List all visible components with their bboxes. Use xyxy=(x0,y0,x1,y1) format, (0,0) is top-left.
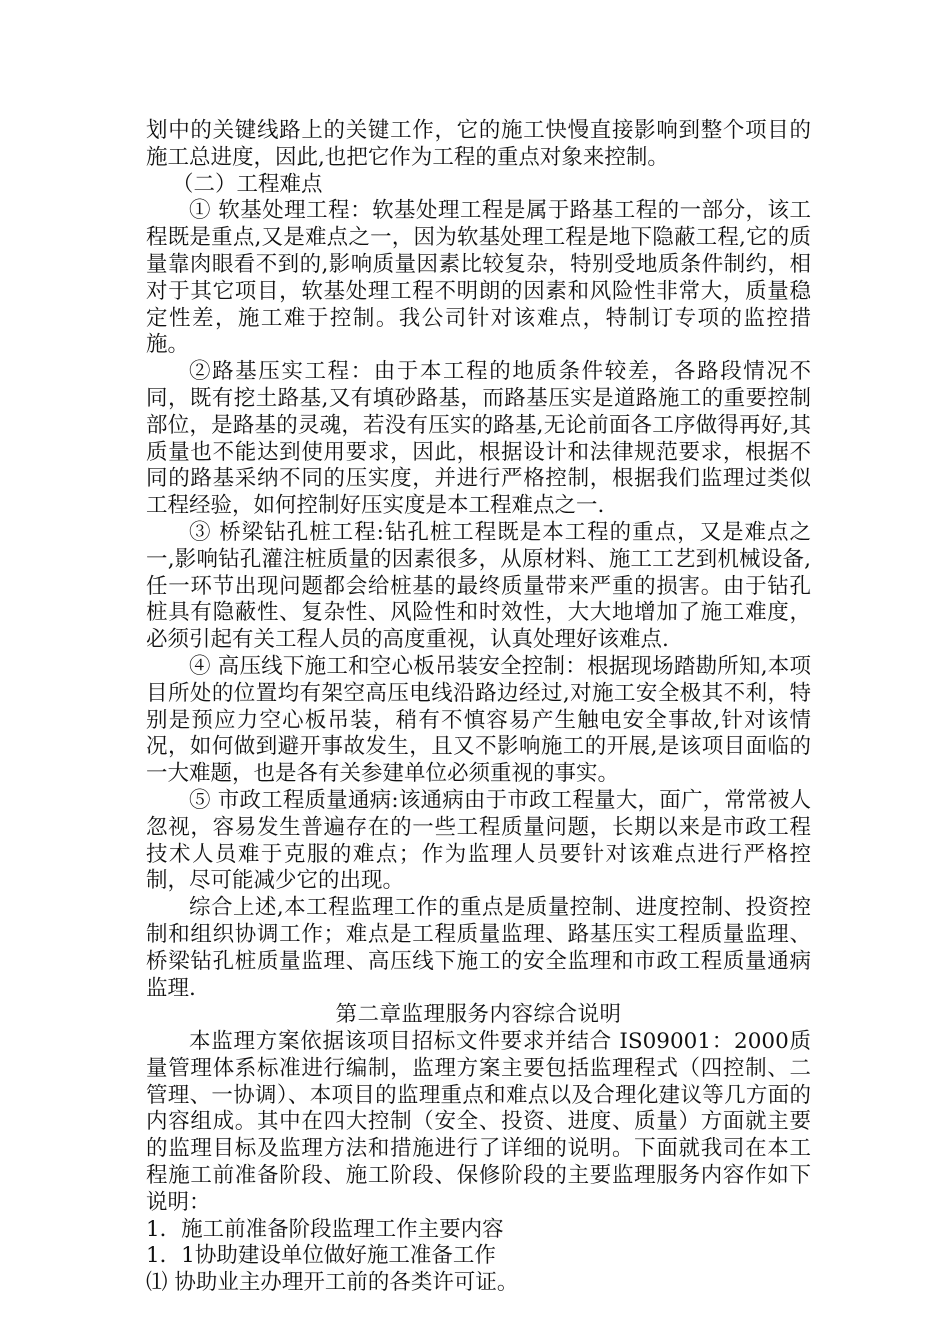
paragraph-summary: 综合上述,本工程监理工作的重点是质量控制、进度控制、投资控制和组织协调工作；难点是工程质量监理、路基压实工程质量监理、桥梁钻孔桩质量监理、高压线下施工的安全监理和市政工程质量通病监理. xyxy=(146,895,811,1001)
list-item-1: ⑴ 协助业主办理开工前的各类许可证。 xyxy=(146,1270,519,1296)
chapter-title: 第二章监理服务内容综合说明 xyxy=(335,1002,622,1028)
difficulty-item-subgrade-compaction: ②路基压实工程：由于本工程的地质条件较差，各路段情况不同，既有挖土路基,又有填砂路基，而路基压实是道路施工的重要控制部位，是路基的灵魂，若没有压实的路基,无论前面各工序做得再好,其质量也不能达到使用要求，因此，根据设计和法律规范要求，根据不同的路基采纳不同的压实度，并进行严格控制，根据我们监理过类似工程经验，如何控制好压实度是本工程难点之一. xyxy=(146,359,811,519)
paragraph-chapter-intro: 本监理方案依据该项目招标文件要求并结合 IS09001：2000质量管理体系标准进行编制，监理方案主要包括监理程式（四控制、二管理、一协调）、本项目的监理重点和难点以及合理化建议等几方面的内容组成。其中在四大控制（安全、投资、进度、质量）方面就主要的监理目标及监理方法和措施进行了详细的说明。下面就我司在本工程施工前准备阶段、施工阶段、保修阶段的主要监理服务内容作如下说明： xyxy=(146,1029,811,1215)
difficulty-item-high-voltage: ④ 高压线下施工和空心板吊装安全控制：根据现场踏勘所知,本项目所处的位置均有架空高压电线沿路边经过,对施工安全极其不利，特别是预应力空心板吊装，稍有不慎容易产生触电安全事故,针对该情况，如何做到避开事故发生，且又不影响施工的开展,是该项目面临的一大难题，也是各有关参建单位必须重视的事实。 xyxy=(146,653,811,787)
section-heading-difficulties: （二）工程难点 xyxy=(172,171,323,197)
section-heading-1: 1．施工前准备阶段监理工作主要内容 xyxy=(146,1216,504,1242)
difficulty-item-bored-pile: ③ 桥梁钻孔桩工程:钻孔桩工程既是本工程的重点，又是难点之一,影响钻孔灌注桩质量的因素很多，从原材料、施工工艺到机械设备,任一环节出现问题都会给桩基的最终质量带来严重的损害。由于钻孔桩具有隐蔽性、复杂性、风险性和时效性，大大地增加了施工难度，必须引起有关工程人员的高度重视，认真处理好该难点. xyxy=(146,519,811,653)
paragraph-continuation: 划中的关键线路上的关键工作，它的施工快慢直接影响到整个项目的施工总进度，因此,也把它作为工程的重点对象来控制。 xyxy=(146,118,811,170)
difficulty-item-quality-defects: ⑤ 市政工程质量通病:该通病由于市政工程量大，面广，常常被人忽视，容易发生普遍存在的一些工程质量问题，长期以来是市政工程技术人员难于克服的难点；作为监理人员要针对该难点进行严格控制，尽可能减少它的出现。 xyxy=(146,787,811,894)
section-heading-1-1: 1．1协助建设单位做好施工准备工作 xyxy=(146,1243,496,1269)
difficulty-item-soft-foundation: ① 软基处理工程：软基处理工程是属于路基工程的一部分，该工程既是重点,又是难点之一，因为软基处理工程是地下隐蔽工程,它的质量靠肉眼看不到的,影响质量因素比较复杂，特别受地质条件制约，相对于其它项目，软基处理工程不明朗的因素和风险性非常大，质量稳定性差，施工难于控制。我公司针对该难点，特制订专项的监控措施。 xyxy=(146,198,811,358)
document-page xyxy=(146,118,811,1297)
